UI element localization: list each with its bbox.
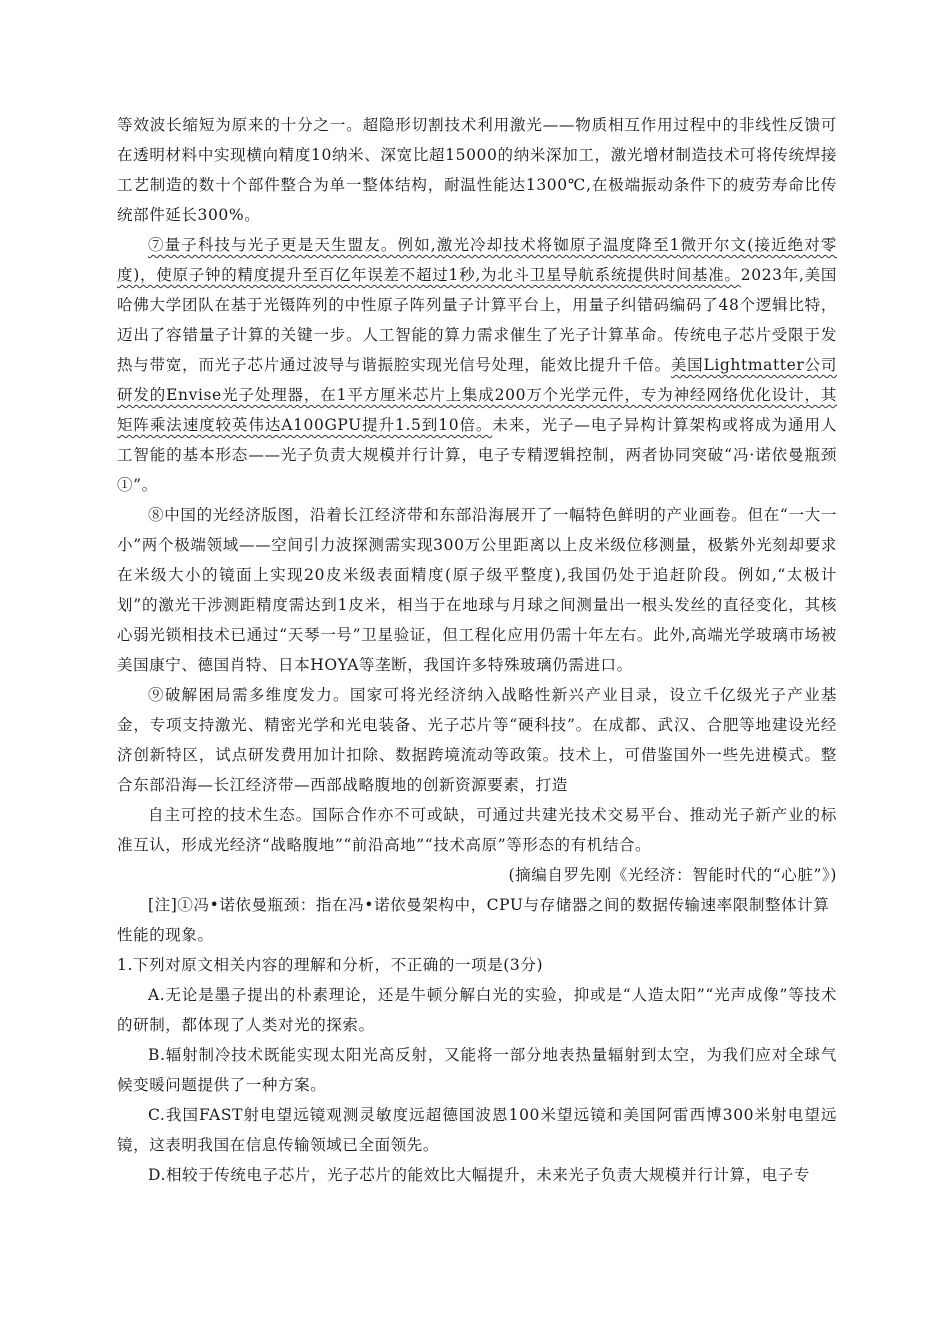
- paragraph-9: ⑨破解困局需多维度发力。国家可将光经济纳入战略性新兴产业目录，设立千亿级光子产业基金，专项支持激光、精密光学和光电装备、光子芯片等“硬科技”。在成都、武汉、合肥等地建设光经济创新特区，试点研发费用加计扣除、数据跨境流动等政策。技术上，可借鉴国外一些先进模式。整合东部沿海—长江经济带—西部战略腹地的创新资源要素，打造: [117, 686, 837, 794]
- document-page: [117, 110, 837, 1190]
- option-c: C.我国FAST射电望远镜观测灵敏度远超德国波恩100米望远镜和美国阿雷西博300米射电望远镜，这表明我国在信息传输领域已全面领先。: [117, 1106, 837, 1154]
- paragraph-7-text-1: 2023年,美国哈佛大学团队在基于光镊阵列的中性原子阵列量子计算平台上，用量子纠错码编码了48个逻辑比特，迈出了容错量子计算的关键一步。人工智能的算力需求催生了光子计算革命。传统电子芯片受限于发热与带宽，而光子芯片通过波导与谐振腔实现光信号处理，能效比提升千倍。: [117, 266, 837, 374]
- option-b: B.辐射制冷技术既能实现太阳光高反射，又能将一部分地表热量辐射到太空，为我们应对全球气候变暖问题提供了一种方案。: [117, 1046, 837, 1094]
- paragraph-8: ⑧中国的光经济版图，沿着长江经济带和东部沿海展开了一幅特色鲜明的产业画卷。但在“一大一小”两个极端领域——空间引力波探测需实现300万公里距离以上皮米级位移测量，极紫外光刻却要求在米级大小的镜面上实现20皮米级表面精度(原子级平整度),我国仍处于追赶阶段。例如,“太极计划”的激光干涉测距精度需达到1皮米，相当于在地球与月球之间测量出一根头发丝的直径变化，其核心弱光锁相技术已通过“天琴一号”卫星验证，但工程化应用仍需十年左右。此外,高端光学玻璃市场被美国康宁、德国肖特、日本HOYA等垄断，我国许多特殊玻璃仍需进口。: [117, 506, 837, 674]
- marked-sentence-1: ⑦量子科技与光子更是天生盟友。例如,激光冷却技术将铷原子温度降至1微开尔文(接近绝对零度)，使原子钟的精度提升至百亿年误差不超过1秒,为北斗卫星导航系统提供时间基准。: [117, 236, 837, 284]
- footnote: [注]①冯•诺依曼瓶颈：指在冯•诺依曼架构中，CPU与存储器之间的数据传输速率限制整体计算性能的现象。: [117, 896, 830, 944]
- paragraph-9-continued: 自主可控的技术生态。国际合作亦不可或缺，可通过共建光技术交易平台、推动光子新产业的标准互认，形成光经济“战略腹地”“前沿高地”“技术高原”等形态的有机结合。: [117, 806, 837, 854]
- marked-sentence-2: 美国Lightmatter公司研发的Envise光子处理器，在1平方厘米芯片上集成200万个光学元件，专为神经网络优化设计，其矩阵乘法速度较英伟达A100GPU提升1.5到10倍。: [117, 356, 837, 434]
- paragraph-continued: 等效波长缩短为原来的十分之一。超隐形切割技术利用激光——物质相互作用过程中的非线性反馈可在透明材料中实现横向精度10纳米、深宽比超15000的纳米深加工，激光增材制造技术可将传统焊接工艺制造的数十个部件整合为单一整体结构，耐温性能达1300℃,在极端振动条件下的疲劳寿命比传统部件延长300%。: [117, 116, 837, 224]
- question-stem: 1.下列对原文相关内容的理解和分析，不正确的一项是(3分): [117, 956, 544, 974]
- paragraph-7: [117, 230, 837, 500]
- paragraph-7-text-2: 未来，光子—电子异构计算架构或将成为通用人工智能的基本形态——光子负责大规模并行计算，电子专精逻辑控制，两者协同突破“冯·诺依曼瓶颈①”。: [117, 416, 837, 494]
- option-d: D.相较于传统电子芯片，光子芯片的能效比大幅提升，未来光子负责大规模并行计算，电子专: [148, 1166, 811, 1184]
- option-a: A.无论是墨子提出的朴素理论，还是牛顿分解白光的实验，抑或是“人造太阳”“光声成像”等技术的研制，都体现了人类对光的探索。: [117, 986, 837, 1034]
- source-citation: (摘编自罗先刚《光经济：智能时代的“心脏”》): [508, 866, 837, 884]
